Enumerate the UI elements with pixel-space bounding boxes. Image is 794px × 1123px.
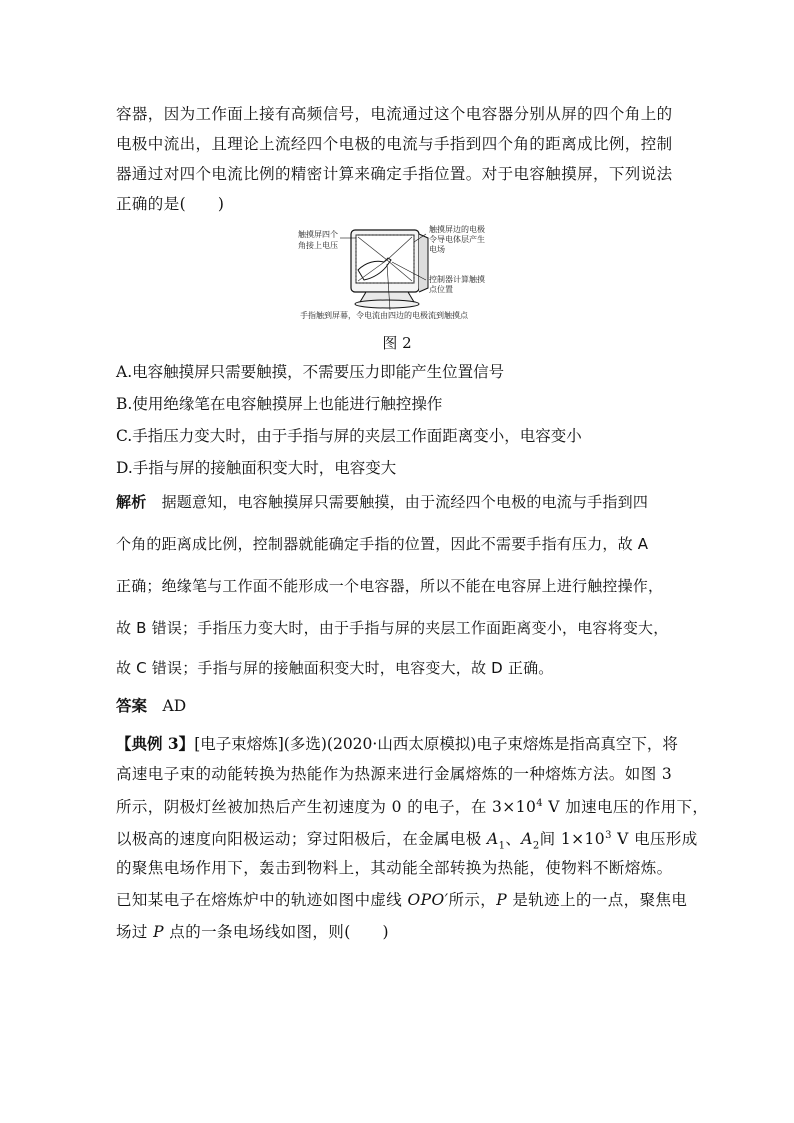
monitor-base bbox=[355, 300, 419, 308]
label-edge-electrode-2: 令导电体层产生 bbox=[429, 235, 485, 244]
answer-value: AD bbox=[162, 697, 187, 715]
label-corner-voltage: 触摸屏四个 bbox=[298, 230, 338, 239]
example3-text-4b: 间 1×10 bbox=[539, 830, 606, 849]
example3-line-5: 的聚焦电场作用下，轰击到物料上，其动能全部转换为热能，使物料不断熔炼。 bbox=[116, 859, 673, 877]
label-edge-electrode-3: 电场 bbox=[429, 245, 445, 254]
question-line-3: 器通过对四个电流比例的精密计算来确定手指位置。对于电容触摸屏，下列说法 bbox=[116, 165, 673, 183]
solution-line-4: 故 B 错误；手指压力变大时，由于手指与屏的夹层工作面距离变小，电容将变大， bbox=[116, 619, 669, 637]
solution-text-1: 据题意知，电容触摸屏只需要触摸，由于流经四个电极的电流与手指到四 bbox=[161, 493, 649, 511]
example3-line-6 bbox=[116, 890, 688, 910]
touchscreen-figure bbox=[296, 222, 508, 324]
example3-text-4c: V 电压形成 bbox=[611, 830, 698, 849]
question-line-1: 容器，因为工作面上接有高频信号，电流通过这个电容器分别从屏的四个角上的 bbox=[116, 105, 673, 123]
solution-heading: 解析 bbox=[116, 493, 147, 511]
example3-line-3 bbox=[116, 794, 709, 817]
option-b: B.使用绝缘笔在电容触摸屏上也能进行触控操作 bbox=[116, 395, 443, 413]
example3-text-6a: 已知某电子在熔炼炉中的轨迹如图中虚线 bbox=[116, 891, 408, 909]
symbol-p: P bbox=[153, 923, 164, 941]
option-a: A.电容触摸屏只需要触摸，不需要压力即能产生位置信号 bbox=[116, 363, 505, 381]
example3-text-3b: V 加速电压的作用下， bbox=[542, 798, 709, 817]
figure-caption: 图 2 bbox=[382, 334, 412, 352]
option-d: D.手指与屏的接触面积变大时，电容变大 bbox=[116, 459, 397, 477]
example3-tag: 【典例 3】 bbox=[116, 734, 195, 753]
example3-text-3a: 所示，阴极灯丝被加热后产生初速度为 0 的电子，在 3×10 bbox=[116, 798, 537, 817]
exponent: 4 bbox=[536, 798, 543, 809]
example3-text-6c: 是轨迹上的一点，聚焦电 bbox=[507, 891, 688, 909]
question-line-2: 电极中流出，且理论上流经四个电极的电流与手指到四个角的距离成比例，控制 bbox=[116, 135, 673, 153]
exponent: 3 bbox=[605, 830, 612, 841]
example3-line-7 bbox=[116, 922, 681, 942]
example3-text-4a: 以极高的速度向阳极运动；穿过阳极后，在金属电极 bbox=[116, 830, 488, 849]
answer-line bbox=[116, 696, 186, 716]
subscript: 2 bbox=[532, 840, 540, 852]
label-controller: 控制器计算触摸 bbox=[429, 275, 485, 284]
monitor-side bbox=[419, 234, 428, 292]
example3-text-1: 电子束熔炼是指高真空下，将 bbox=[476, 735, 678, 753]
solution-line-2: 个角的距离成比例，控制器就能确定手指的位置，因此不需要手指有压力，故 A bbox=[116, 535, 649, 553]
solution-line-1 bbox=[116, 492, 648, 512]
example3-topic: [电子束熔炼] bbox=[194, 735, 284, 753]
question-line-4: 正确的是( ) bbox=[116, 195, 225, 213]
example3-text-7b: 点的一条电场线如图，则( ) bbox=[163, 923, 389, 941]
example3-text-6b: 所示， bbox=[448, 891, 497, 909]
label-finger-touch: 手指触到屏幕，令电流由四边的电极流到触摸点 bbox=[300, 311, 468, 320]
example3-source: (2020·山西太原模拟) bbox=[326, 735, 477, 753]
solution-line-3: 正确；绝缘笔与工作面不能形成一个电容器，所以不能在电容屏上进行触控操作， bbox=[116, 577, 664, 595]
label-controller-2: 点位置 bbox=[429, 285, 453, 294]
label-edge-electrode: 触摸屏边的电极 bbox=[429, 225, 485, 234]
option-c: C.手指压力变大时，由于手指与屏的夹层工作面距离变小，电容变小 bbox=[116, 427, 582, 445]
separator: 、 bbox=[505, 830, 522, 849]
example3-line-4 bbox=[116, 826, 698, 856]
example3-text-7a: 场过 bbox=[116, 923, 154, 941]
symbol-a2: A bbox=[521, 830, 533, 849]
solution-line-5: 故 C 错误；手指与屏的接触面积变大时，电容变大，故 D 正确。 bbox=[116, 659, 554, 677]
answer-heading: 答案 bbox=[116, 696, 148, 715]
example3-line-2: 高速电子束的动能转换为热能作为热源来进行金属熔炼的一种熔炼方法。如图 3 bbox=[116, 765, 673, 783]
symbol-a1: A bbox=[487, 830, 499, 849]
subscript: 1 bbox=[498, 840, 506, 852]
symbol-opo: OPO′ bbox=[407, 891, 449, 909]
label-corner-voltage-2: 角接上电压 bbox=[298, 241, 338, 250]
example3-multi: (多选) bbox=[283, 735, 327, 753]
example3-line-1 bbox=[116, 734, 678, 754]
symbol-p: P bbox=[496, 891, 508, 909]
